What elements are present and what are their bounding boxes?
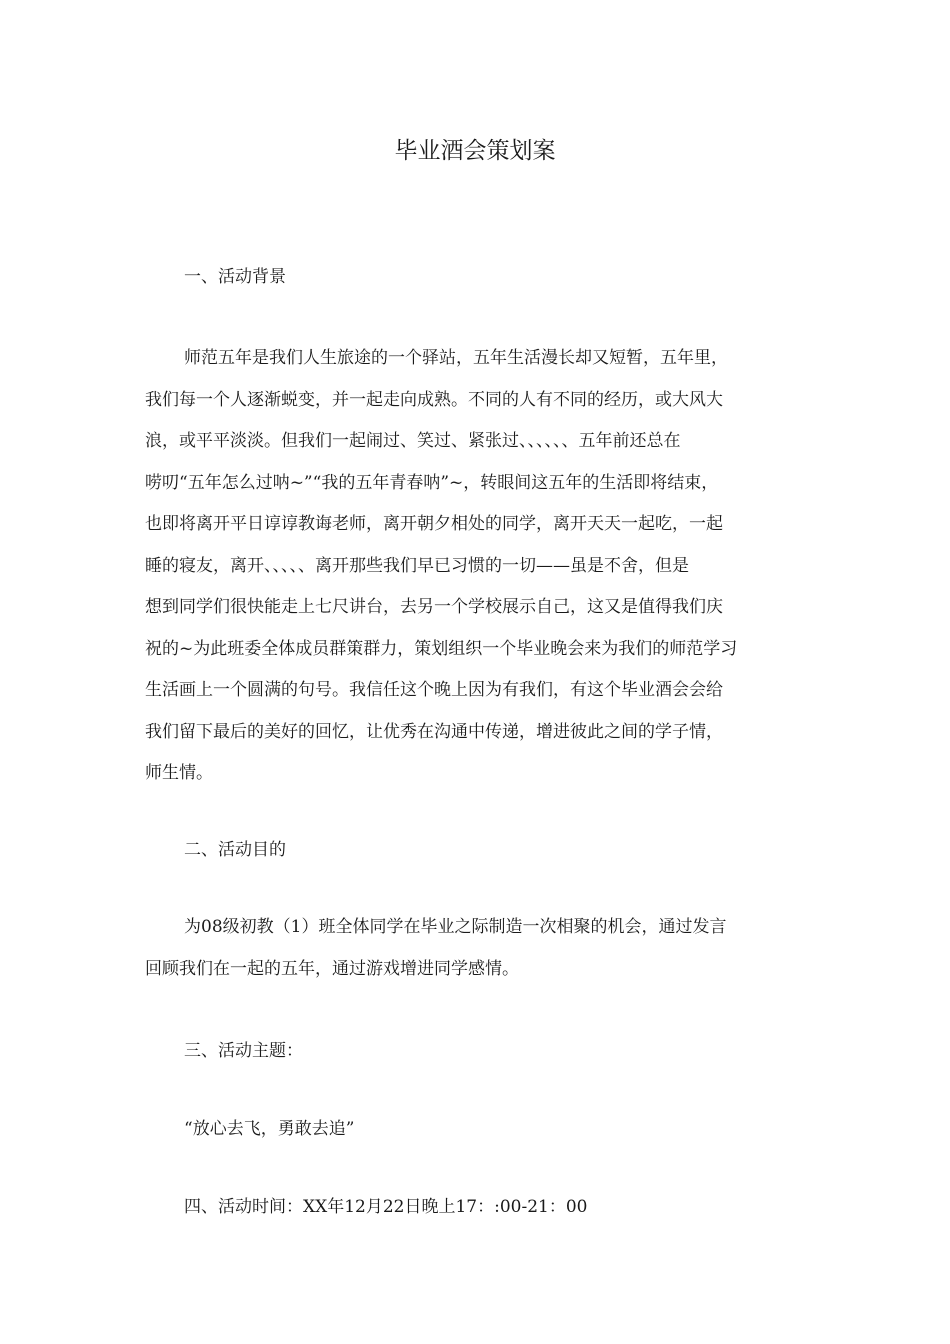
theme-quote: “放心去飞，勇敢去追” bbox=[184, 1119, 355, 1139]
paragraph-line: 回顾我们在一起的五年，通过游戏增进同学感情。 bbox=[145, 958, 519, 979]
paragraph-line: 想到同学们很快能走上七尺讲台，去另一个学校展示自己，这又是值得我们庆 bbox=[145, 597, 723, 617]
section-heading-time: 四、活动时间：XX年12月22日晚上17：:00-21：00 bbox=[184, 1197, 588, 1217]
section-heading-background: 一、活动背景 bbox=[184, 267, 286, 287]
background-paragraph bbox=[145, 338, 809, 795]
paragraph-line: 师生情。 bbox=[145, 763, 213, 783]
paragraph-line: 睡的寝友，离开、、、、、离开那些我们早已习惯的一切——虽是不舍，但是 bbox=[145, 555, 689, 576]
paragraph-line: 师范五年是我们人生旅途的一个驿站，五年生活漫长却又短暂，五年里， bbox=[184, 348, 728, 368]
section-heading-theme: 三、活动主题： bbox=[184, 1041, 303, 1061]
paragraph-line: 也即将离开平日谆谆教诲老师，离开朝夕相处的同学，离开天天一起吃，一起 bbox=[145, 514, 723, 534]
paragraph-line: 唠叨“五年怎么过呐~”“我的五年青春呐”~，转眼间这五年的生活即将结束， bbox=[145, 472, 719, 493]
document-title: 毕业酒会策划案 bbox=[394, 138, 556, 164]
paragraph-line: 为08级初教（1）班全体同学在毕业之际制造一次相聚的机会，通过发言 bbox=[184, 917, 727, 937]
section-heading-purpose: 二、活动目的 bbox=[184, 840, 286, 860]
paragraph-line: 浪，或平平淡淡。但我们一起闹过、笑过、紧张过、、、、、、五年前还总在 bbox=[145, 431, 681, 451]
purpose-paragraph bbox=[145, 907, 809, 990]
paragraph-line: 我们每一个人逐渐蜕变，并一起走向成熟。不同的人有不同的经历，或大风大 bbox=[145, 389, 723, 410]
paragraph-line: 我们留下最后的美好的回忆，让优秀在沟通中传递，增进彼此之间的学子情， bbox=[145, 721, 723, 742]
paragraph-line: 生活画上一个圆满的句号。我信任这个晚上因为有我们，有这个毕业酒会会给 bbox=[145, 680, 723, 700]
paragraph-line: 祝的~为此班委全体成员群策群力，策划组织一个毕业晚会来为我们的师范学习 bbox=[145, 638, 738, 659]
